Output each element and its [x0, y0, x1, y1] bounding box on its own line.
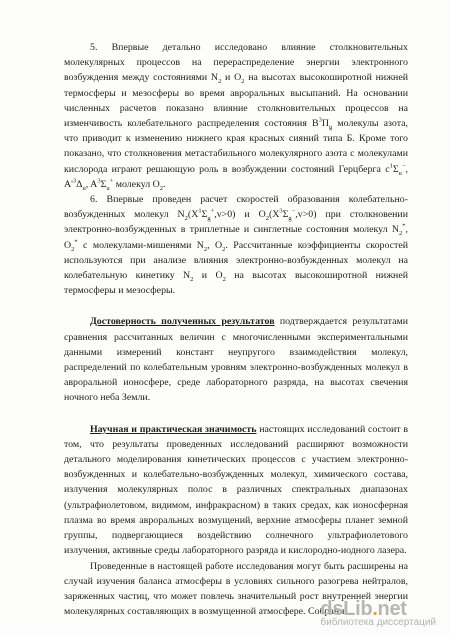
section-heading: Научная и практическая значимость	[90, 423, 257, 435]
text: , O	[64, 224, 408, 251]
paragraph-reliability	[64, 314, 408, 405]
subscript: g	[207, 215, 211, 223]
superscript: −	[401, 162, 406, 170]
subscript: 2	[222, 245, 226, 253]
subscript: 2	[159, 184, 164, 192]
superscript: *	[402, 223, 406, 231]
superscript: −	[291, 207, 296, 215]
watermark-subtitle: библиотека диссертаций	[320, 617, 436, 628]
text: . Рассчитанные коэффициенты скоростей используются при анализе влияния электронно-возбужденных молекул на колебательную кинетику N	[64, 239, 408, 282]
text: 6. Впервые проведен расчет скоростей образования колебательно-возбужденных молекул N	[64, 194, 408, 221]
section-heading: Достоверность полученных результатов	[90, 316, 275, 328]
paragraph-significance	[64, 422, 408, 559]
superscript: 3	[97, 177, 101, 185]
superscript: +	[109, 177, 114, 185]
superscript: +	[210, 207, 215, 215]
text: на высотах высокоширотной нижней термосферы и мезосферы во время авроральных высыпаний. На основании численных расчетов показано влияние столкновительных процессов на изменчивость колебательного распределения состояния B	[64, 72, 408, 130]
subscript: 2	[218, 78, 222, 86]
subscript: 2	[71, 245, 75, 253]
subscript: 2	[241, 78, 245, 86]
text: .	[163, 178, 166, 190]
text: и O	[193, 270, 223, 282]
text: ,v>0) при столкновении электронно-возбужденных в триплетные и синглетные состояния молекул N	[64, 209, 408, 236]
logo-dot: .	[372, 598, 378, 620]
text: и O	[221, 72, 242, 84]
text: ,v>0) и O	[214, 209, 266, 221]
text: молекул O	[113, 178, 160, 190]
text: Σ	[392, 163, 399, 175]
text: подтверждается результатами сравнения рассчитанных величин с многочисленными экспериментальными данными измерений констант неупругого взаимодействия молекул, распределений по колебательным уровням электронно-возбужденных молекул в авроральной ионосфере, среде лабораторного разряда, на высотах свечения ночного неба Земли.	[64, 316, 408, 404]
subscript: 2	[265, 215, 269, 223]
subscript: 2	[190, 276, 194, 284]
text: настоящих исследований состоит в том, что результаты проведенных исследований расширяют возможности детального моделирования кинетических процессов с участием электронно-возбужденных и колебательно-возбужденных молекул, химического состава, излучения молекулярных полос в различных спектральных диапазонах (ультрафиолетовом, видимом, инфракрасном) в таких средах, как ионосферная плазма во время авроральных возмущений, верхние атмосферы планет земной группы, подвергающиеся воздействию солнечного ультрафиолетового излучения, активные среды лабораторного разряда и кислородно-иодного лазера.	[64, 423, 408, 557]
text: Π	[321, 118, 330, 130]
document-body	[64, 40, 408, 619]
paragraph-final: Проведенные в настоящей работе исследования могут быть расширены на случай изучения баланса атмосферы в условиях сильного разогрева нейтралов, заряженных частиц, что может повлечь значительный рост внутренней энергии молекулярных составляющих в возмущенной атмосфере. Собранн	[64, 560, 408, 618]
logo-text: dsLib	[320, 598, 373, 620]
subscript: 2	[222, 276, 226, 284]
superscript: *	[74, 238, 78, 246]
superscript: 1	[198, 207, 202, 215]
subscript: g	[288, 215, 292, 223]
text: 5. Впервые детально исследовано влияние столкновительных молекулярных процессов на перераспределение энергии электронного возбуждения между состояниями N	[64, 42, 408, 84]
text: Σ	[100, 178, 107, 190]
superscript: 1	[389, 162, 393, 170]
logo-text: net	[377, 598, 407, 620]
text: (X	[187, 209, 199, 221]
text: молекулы азота, что приводит к изменению нижнего края красных сияний типа Б. Кроме того показано, что столкновения метастабильного молекулярного азота с молекулами кислорода играют решающую роль в возбуждении состояний Герцберга c	[64, 118, 408, 175]
spacer	[64, 298, 408, 314]
subscript: 2	[203, 245, 208, 253]
subscript: u	[398, 169, 402, 177]
superscript: 3	[318, 116, 322, 124]
text: Σ	[282, 209, 289, 221]
text: , A'	[64, 163, 408, 190]
superscript: 3	[279, 207, 283, 215]
paragraph-point-5	[64, 40, 408, 192]
spacer	[64, 406, 408, 422]
text: с молекулами-мишенями N	[77, 239, 204, 251]
text: на высотах высокоширотной нижней термосферы и мезосферы.	[64, 270, 408, 297]
subscript: 2	[184, 215, 188, 223]
subscript: u	[82, 184, 86, 192]
text: Δ	[76, 178, 83, 190]
subscript: 2	[399, 230, 403, 238]
text: (X	[268, 209, 280, 221]
text: Σ	[201, 209, 208, 221]
text: , A	[85, 178, 98, 190]
text: , O	[207, 239, 223, 251]
superscript: 3	[72, 177, 77, 185]
dslib-watermark	[320, 598, 436, 628]
subscript: g	[329, 123, 333, 131]
subscript: u	[106, 184, 110, 192]
paragraph-point-6	[64, 192, 408, 298]
